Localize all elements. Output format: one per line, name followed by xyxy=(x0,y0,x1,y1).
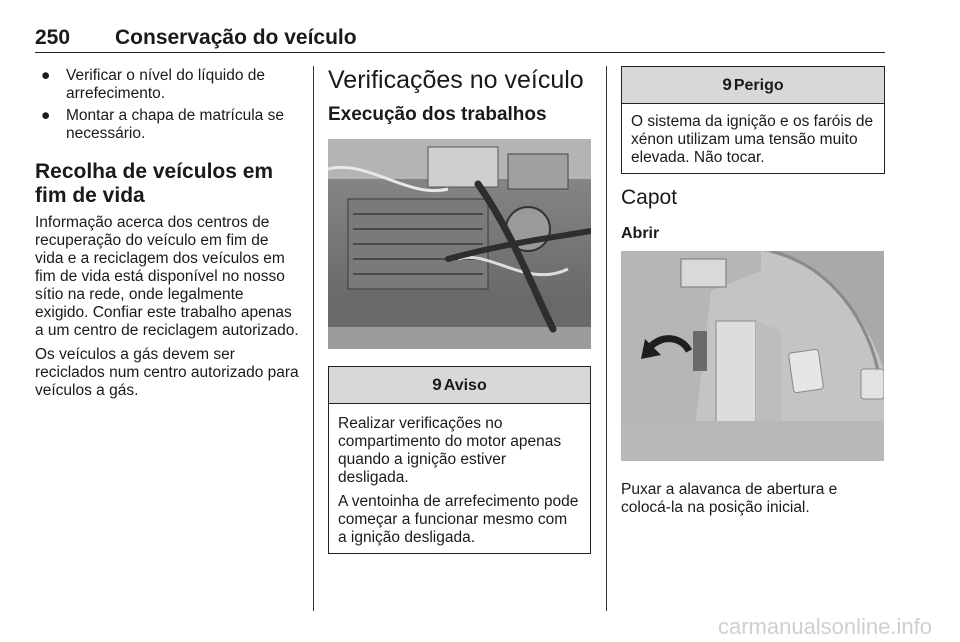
warning-paragraph: A ventoinha de arrefecimento pode começar a funcionar mesmo com a ignição desligada. xyxy=(338,493,579,546)
bullet-text: Verificar o nível do líquido de arrefecimento. xyxy=(66,67,266,102)
bullet-icon: ● xyxy=(41,107,51,124)
warning-box xyxy=(328,366,591,554)
danger-box-body xyxy=(622,104,884,173)
danger-box-title: Perigo xyxy=(733,77,784,94)
danger-box-header xyxy=(622,67,884,104)
bullet-text: Montar a chapa de matrícula se necessário. xyxy=(66,107,284,142)
column-divider-right xyxy=(606,66,607,611)
left-column xyxy=(35,67,300,406)
section-title-recolha: Recolha de veículos em fim de vida xyxy=(35,160,274,207)
warning-paragraph: Realizar verificações no compartimento do motor apenas quando a ignição estiver desligada. xyxy=(338,415,562,486)
bullet-icon: ● xyxy=(41,67,51,84)
paragraph: Informação acerca dos centros de recuperação do veículo em fim de vida e a reciclagem dos veículos em fim de vida está disponível no nosso sítio na rede, onde legalmente exigido. Confiar este trabalho apenas a um centro de reciclagem autorizado. xyxy=(35,214,299,339)
page-header xyxy=(35,26,885,53)
paragraph: Os veículos a gás devem ser reciclados num centro autorizado para veículos a gás. xyxy=(35,346,299,399)
danger-text: O sistema da ignição e os faróis de xénon utilizam uma tensão muito elevada. Não tocar. xyxy=(631,113,874,166)
capot-section xyxy=(621,186,883,244)
main-title: Verificações no veículo xyxy=(328,66,584,94)
warning-box-body xyxy=(329,404,590,553)
danger-box xyxy=(621,66,885,174)
engine-compartment-image xyxy=(328,139,591,349)
watermark: carmanualsonline.info xyxy=(717,614,932,639)
page-title: Conservação do veículo xyxy=(115,26,357,49)
column-divider-left xyxy=(313,66,314,611)
section-title-capot: Capot xyxy=(621,186,678,209)
caption: Puxar a alavanca de abertura e colocá-la na posição inicial. xyxy=(621,481,838,516)
warning-box-header xyxy=(329,367,590,404)
page-number: 250 xyxy=(35,26,71,49)
caption-block xyxy=(621,481,883,523)
sub-title-abrir: Abrir xyxy=(621,225,660,242)
hood-release-image xyxy=(621,251,884,461)
bullet-item xyxy=(35,67,300,103)
danger-icon: 9 xyxy=(722,75,732,94)
bullet-item xyxy=(35,107,300,143)
sub-title: Execução dos trabalhos xyxy=(328,104,547,125)
warning-icon: 9 xyxy=(432,375,442,394)
warning-box-title: Aviso xyxy=(443,377,487,394)
middle-column xyxy=(328,65,593,127)
